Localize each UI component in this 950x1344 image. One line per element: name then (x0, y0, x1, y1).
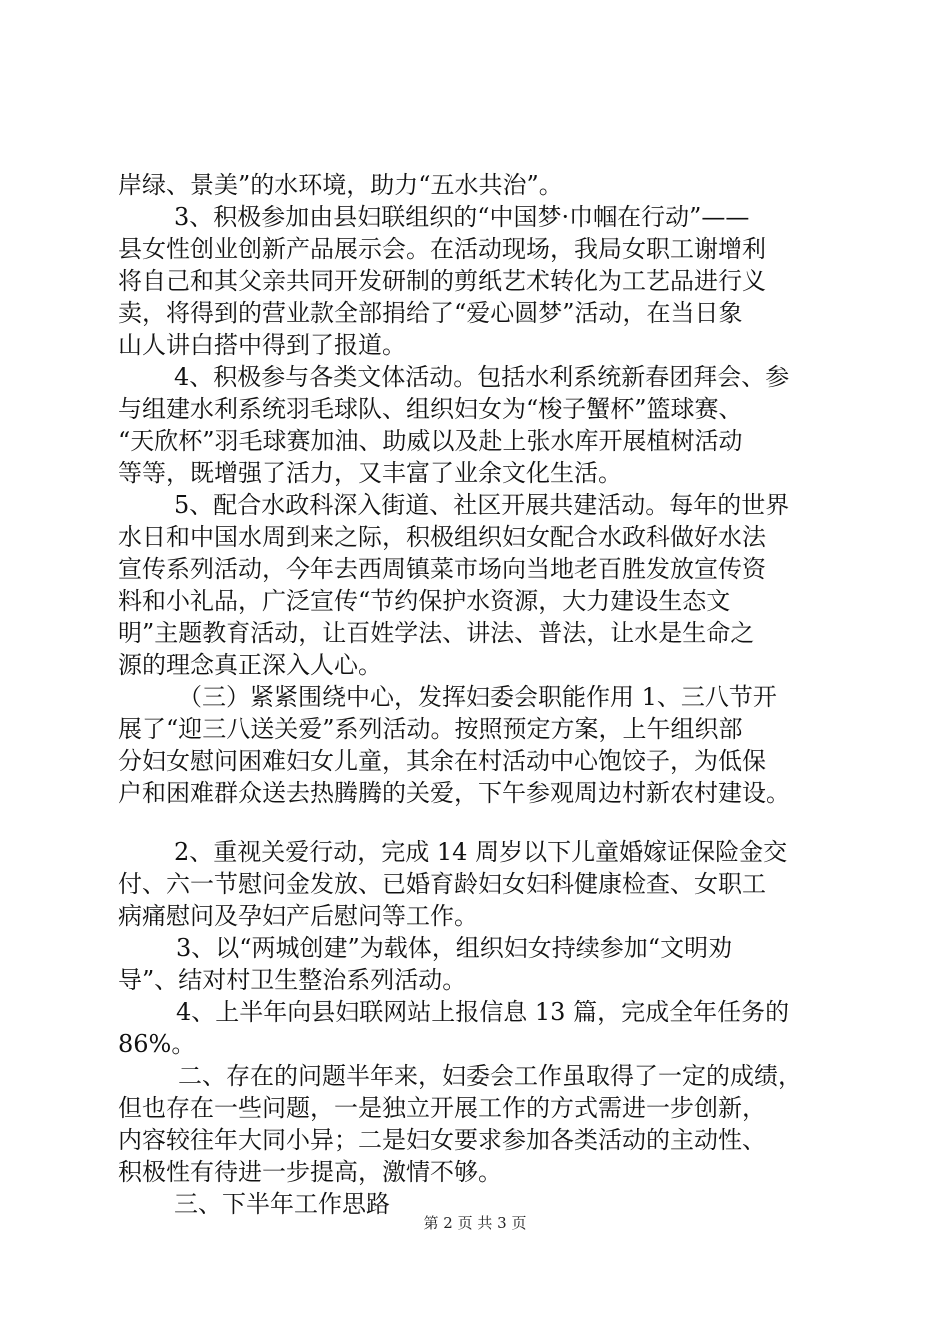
paragraph-line: 3、以“两城创建”为载体，组织妇女持续参加“文明劝 (176, 934, 733, 962)
paragraph-line: 展了“迎三八送关爱”系列活动。按照预定方案，上午组织部 (118, 715, 743, 743)
paragraph-line: 山人讲白搭中得到了报道。 (118, 331, 406, 359)
paragraph-line: 86%。 (118, 1030, 196, 1058)
paragraph-line: 户和困难群众送去热腾腾的关爱，下午参观周边村新农村建设。 (118, 779, 790, 807)
section-heading-line: 三、下半年工作思路 (174, 1190, 390, 1218)
paragraph-line: 与组建水利系统羽毛球队、组织妇女为“梭子蟹杯”篮球赛、 (118, 395, 743, 423)
paragraph-line: 导”、结对村卫生整治系列活动。 (118, 966, 467, 994)
paragraph-line: 4、上半年向县妇联网站上报信息 13 篇，完成全年任务的 (176, 998, 790, 1026)
paragraph-line: 明”主题教育活动，让百姓学法、讲法、普法，让水是生命之 (118, 619, 755, 647)
paragraph-line: “天欣杯”羽毛球赛加油、助威以及赴上张水库开展植树活动 (118, 427, 743, 455)
paragraph-line: 将自己和其父亲共同开发研制的剪纸艺术转化为工艺品进行义 (118, 267, 766, 295)
paragraph-line: 水日和中国水周到来之际，积极组织妇女配合水政科做好水法 (118, 523, 766, 551)
paragraph-line: 积极性有待进一步提高，激情不够。 (118, 1158, 502, 1186)
paragraph-line: 但也存在一些问题，一是独立开展工作的方式需进一步创新， (118, 1094, 766, 1122)
paragraph-line: 源的理念真正深入人心。 (118, 651, 382, 679)
paragraph-line: 2、重视关爱行动，完成 14 周岁以下儿童婚嫁证保险金交 (174, 838, 788, 866)
paragraph-line: 分妇女慰问困难妇女儿童，其余在村活动中心饱饺子，为低保 (118, 747, 766, 775)
paragraph-line: 等等，既增强了活力，又丰富了业余文化生活。 (118, 459, 622, 487)
paragraph-line: 料和小礼品，广泛宣传“节约保护水资源，大力建设生态文 (118, 587, 731, 615)
paragraph-line: 3、积极参加由县妇联组织的“中国梦·巾帼在行动”—— (174, 203, 750, 231)
paragraph-line: 内容较往年大同小异；二是妇女要求参加各类活动的主动性、 (118, 1126, 766, 1154)
paragraph-line: 付、六一节慰问金发放、已婚育龄妇女妇科健康检查、女职工 (118, 870, 766, 898)
paragraph-line: 宣传系列活动，今年去西周镇菜市场向当地老百胜发放宣传资 (118, 555, 766, 583)
paragraph-line: 5、配合水政科深入街道、社区开展共建活动。每年的世界 (174, 491, 790, 519)
page-footer: 第 2 页 共 3 页 (423, 1214, 527, 1232)
paragraph-line: 县女性创业创新产品展示会。在活动现场，我局女职工谢增利 (118, 235, 766, 263)
paragraph-line: 卖，将得到的营业款全部捐给了“爱心圆梦”活动，在当日象 (118, 299, 743, 327)
paragraph-line: 岸绿、景美”的水环境，助力“五水共治”。 (118, 171, 563, 199)
section-heading-line: （三）紧紧围绕中心，发挥妇委会职能作用 1、三八节开 (178, 683, 777, 711)
section-heading-line: 二、存在的问题半年来，妇委会工作虽取得了一定的成绩， (178, 1062, 802, 1090)
paragraph-line: 病痛慰问及孕妇产后慰问等工作。 (118, 902, 478, 930)
paragraph-line: 4、积极参与各类文体活动。包括水利系统新春团拜会、参 (174, 363, 790, 391)
